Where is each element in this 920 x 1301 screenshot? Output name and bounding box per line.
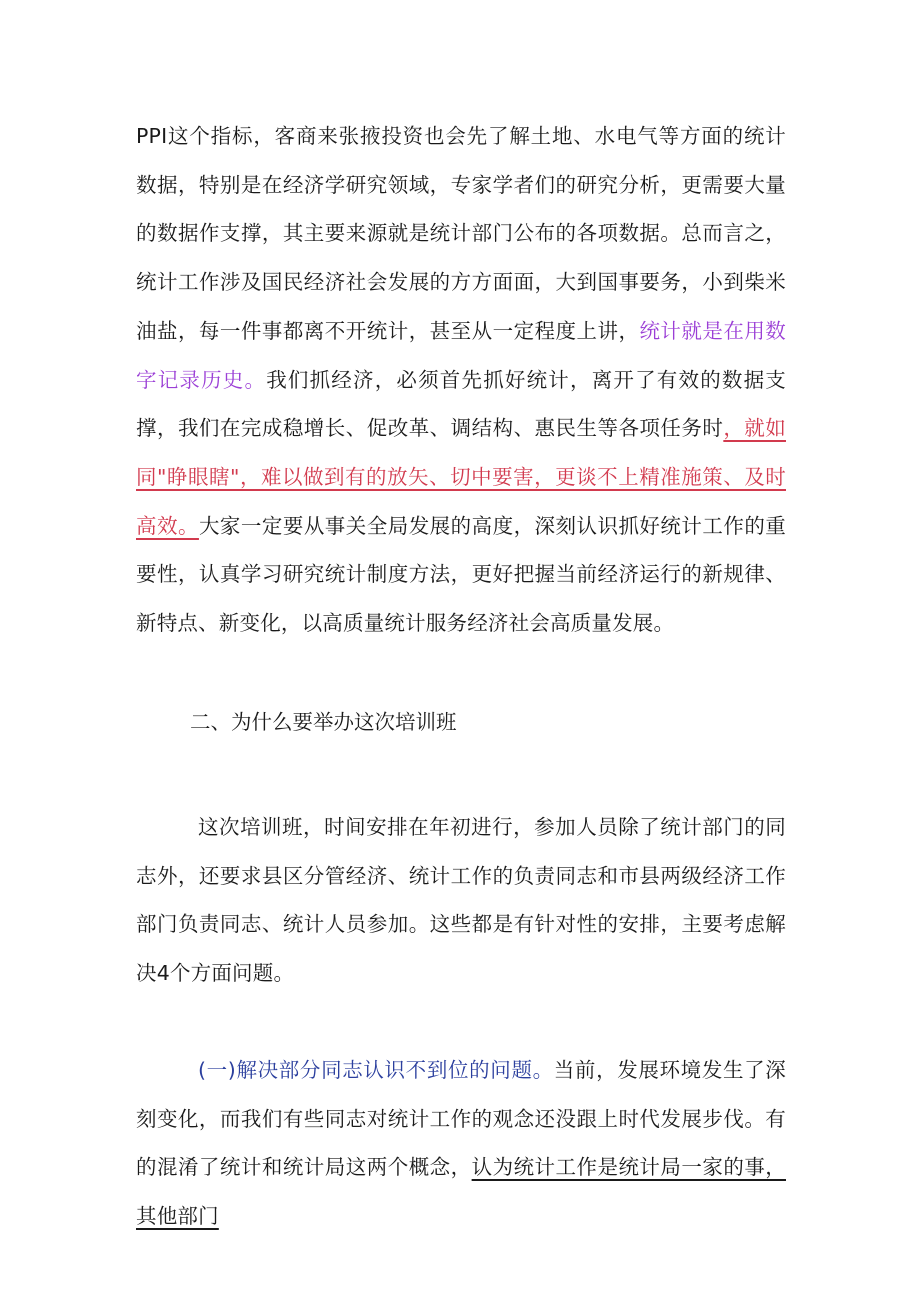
body-paragraph-training-arrangement: 这次培训班，时间安排在年初进行，参加人员除了统计部门的同志外，还要求县区分管经济、统计工作的负责同志和市县两级经济工作部门负责同志、统计人员参加。这些都是有针对性的安排，主要考虑解决4个方面问题。 [136, 815, 786, 986]
paragraph-text: 当前，发展环境发生了深刻变化，而我们有些同志对统计工作的观念还没跟上时代发展步伐。有的混淆了统计和统计局这两个概念， [136, 1058, 786, 1180]
underlined-phrase: 认为统计工作是统计局一家的事，其他部门 [136, 1155, 786, 1229]
body-paragraph-problem-one [136, 1046, 786, 1241]
highlighted-phrase-red-underlined: ，就如同"睁眼瞎"，难以做到有的放矢、切中要害，更谈不上精准施策、及时高效。 [136, 416, 786, 538]
body-paragraph-statistics-importance [136, 112, 786, 648]
section-heading: 二、为什么要举办这次培训班 [190, 710, 457, 734]
highlighted-phrase-purple: 统计就是在用数字记录历史。 [136, 318, 786, 392]
paragraph-text: 大家一定要从事关全局发展的高度，深刻认识抓好统计工作的重要性，认真学习研究统计制度方法，更好把握当前经济运行的新规律、新特点、新变化，以高质量统计服务经济社会高质量发展。 [136, 513, 786, 636]
paragraph-text: PPI这个指标，客商来张掖投资也会先了解土地、水电气等方面的统计数据，特别是在经济学研究领域，专家学者们的研究分析，更需要大量的数据作支撑，其主要来源就是统计部门公布的各项数据。总而言之，统计工作涉及国民经济社会发展的方方面面，大到国事要务，小到柴米油盐，每一件事都离不开统计，甚至从一定程度上讲， [136, 124, 786, 343]
paragraph-text: 我们抓经济，必须首先抓好统计，离开了有效的数据支撑，我们在完成稳增长、促改革、调结构、惠民生等各项任务时 [136, 367, 786, 441]
subheading-blue: (一)解决部分同志认识不到位的问题。 [198, 1058, 554, 1082]
